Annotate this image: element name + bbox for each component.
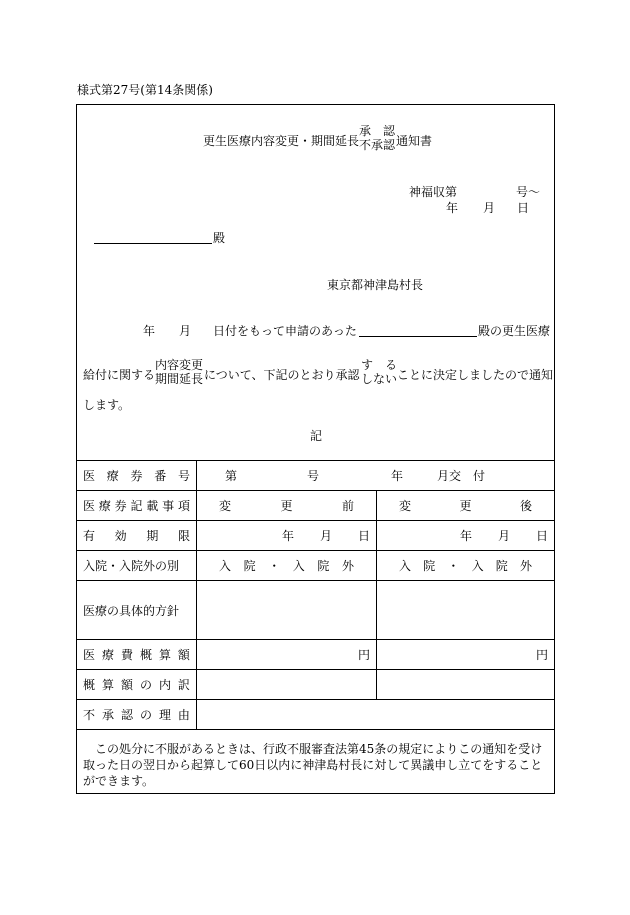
label-char: 医 xyxy=(83,499,96,513)
label-char: 承 xyxy=(101,708,114,722)
ticket-dai: 第 xyxy=(225,469,238,483)
form-title-suffix: 通知書 xyxy=(396,134,433,148)
body-line2-start: 給付に関する xyxy=(83,368,156,382)
label-char: 由 xyxy=(177,708,190,722)
label-char: 券 xyxy=(130,469,143,483)
label-char: 費 xyxy=(120,648,133,662)
appeal-notice: この処分に不服があるときは、行政不服審査法第45条の規定によりこの通知を受け取った日の翌日から起算して60日以内に神津島村長に対して異議申し立てをすることができます。 xyxy=(83,742,543,788)
label-char: 理 xyxy=(158,708,171,722)
doc-number-prefix: 神福収第 xyxy=(409,185,458,199)
label-char: 不 xyxy=(83,708,96,722)
inpatient-after-cell xyxy=(377,551,555,581)
row-label-estimated-cost xyxy=(77,640,197,670)
label-char: 院 xyxy=(243,559,256,573)
recipient-name-line xyxy=(94,243,212,244)
notification-form xyxy=(76,104,555,794)
ticket-kofu: 月交 付 xyxy=(437,469,486,483)
before-change-header xyxy=(197,491,377,521)
body-text-1: 日付をもって申請のあった xyxy=(213,324,357,338)
label-char: 年 xyxy=(459,529,472,543)
label-char: 院 xyxy=(495,559,508,573)
row-label-disapproval-reason xyxy=(77,700,197,730)
label-char: 医 xyxy=(83,648,96,662)
inpatient-before-cell xyxy=(197,551,377,581)
label-char: 療 xyxy=(106,469,119,483)
issuer-name: 東京都神津島村長 xyxy=(327,278,424,292)
row-label-ticket-number xyxy=(77,461,197,491)
label-char: 算 xyxy=(158,648,171,662)
breakdown-before-cell xyxy=(197,670,377,700)
decision-choice xyxy=(361,358,397,386)
label-char: 前 xyxy=(341,499,354,513)
ticket-number-cell xyxy=(197,461,555,491)
body-month: 月 xyxy=(179,324,192,338)
label-char: 後 xyxy=(519,499,532,513)
cost-before-cell: 円 xyxy=(197,640,377,670)
validity-after-cell xyxy=(377,521,555,551)
label-char: 算 xyxy=(101,678,114,692)
label-char: 日 xyxy=(535,529,548,543)
label-char: 外 xyxy=(341,559,354,573)
label-char: 額 xyxy=(120,678,133,692)
label-char: 号 xyxy=(177,469,190,483)
label-char: 年 xyxy=(281,529,294,543)
body-line2-end: ことに決定しましたので通知 xyxy=(397,368,554,382)
label-char: 内 xyxy=(158,678,171,692)
label-char: 額 xyxy=(177,648,190,662)
table-row xyxy=(77,491,554,521)
details-table xyxy=(77,460,554,730)
body-line2-mid: について、下記のとおり承認 xyxy=(204,368,360,382)
policy-after-cell xyxy=(377,581,555,640)
ki-label: 記 xyxy=(310,429,323,443)
approval-option: 承 認 xyxy=(359,124,396,138)
period-extension-option: 期間延長 xyxy=(155,372,204,386)
body-text-2: 殿の更生医療 xyxy=(478,324,551,338)
content-change-option: 内容変更 xyxy=(155,358,204,372)
row-label-inpatient-type: 入院・入院外の別 xyxy=(77,551,197,581)
label-char: 認 xyxy=(120,708,133,722)
decision-option-yes: す る xyxy=(361,358,398,372)
decision-option-no: しない xyxy=(361,372,398,386)
label-char: 番 xyxy=(154,469,167,483)
label-char: 外 xyxy=(519,559,532,573)
label-char: 月 xyxy=(497,529,510,543)
label-char: 記 xyxy=(130,499,143,513)
body-line3: します。 xyxy=(83,398,131,412)
label-char: 項 xyxy=(177,499,190,513)
label-char: の xyxy=(139,708,152,722)
table-row xyxy=(77,700,554,730)
date-year: 年 xyxy=(446,201,459,215)
label-char: 訳 xyxy=(177,678,190,692)
disapproval-reason-cell xyxy=(197,700,555,730)
label-char: 変 xyxy=(219,499,232,513)
label-char: 月 xyxy=(319,529,332,543)
label-char: 医 xyxy=(83,469,96,483)
policy-before-cell xyxy=(197,581,377,640)
label-char: 券 xyxy=(114,499,127,513)
row-label-treatment-policy: 医療の具体的方針 xyxy=(77,581,197,640)
cost-after-cell: 円 xyxy=(377,640,555,670)
label-char: 入 xyxy=(399,559,412,573)
validity-before-cell xyxy=(197,521,377,551)
row-label-ticket-entries xyxy=(77,491,197,521)
label-char: 更 xyxy=(280,499,293,513)
applicant-name-line xyxy=(359,336,477,337)
label-char: 更 xyxy=(459,499,472,513)
form-number-label: 様式第27号(第14条関係) xyxy=(77,83,213,97)
label-char: 効 xyxy=(114,529,127,543)
label-char: 概 xyxy=(83,678,96,692)
table-row xyxy=(77,461,554,491)
label-char: 事 xyxy=(162,499,175,513)
recipient-suffix: 殿 xyxy=(213,231,226,245)
label-char: 有 xyxy=(83,529,96,543)
label-char: 日 xyxy=(357,529,370,543)
table-row xyxy=(77,551,554,581)
label-char: 院 xyxy=(423,559,436,573)
breakdown-after-cell xyxy=(377,670,555,700)
ticket-go: 号 xyxy=(307,469,320,483)
label-char: 入 xyxy=(219,559,232,573)
label-char: 期 xyxy=(146,529,159,543)
table-row xyxy=(77,670,554,700)
label-char: の xyxy=(139,678,152,692)
body-year: 年 xyxy=(143,324,156,338)
table-row xyxy=(77,640,554,670)
table-row xyxy=(77,581,554,640)
row-label-validity xyxy=(77,521,197,551)
form-title-prefix: 更生医療内容変更・期間延長 xyxy=(203,134,360,148)
disapproval-option: 不承認 xyxy=(359,138,396,152)
change-type-choice xyxy=(155,358,203,386)
label-char: ・ xyxy=(268,559,281,573)
label-char: 入 xyxy=(292,559,305,573)
label-char: 入 xyxy=(471,559,484,573)
label-char: 限 xyxy=(177,529,190,543)
date-day: 日 xyxy=(517,201,530,215)
label-char: 変 xyxy=(399,499,412,513)
after-change-header xyxy=(377,491,555,521)
label-char: ・ xyxy=(447,559,460,573)
row-label-cost-breakdown xyxy=(77,670,197,700)
label-char: 療 xyxy=(101,648,114,662)
label-char: 院 xyxy=(317,559,330,573)
approval-choice xyxy=(359,124,395,152)
table-row xyxy=(77,521,554,551)
label-char: 療 xyxy=(98,499,111,513)
label-char: 載 xyxy=(146,499,159,513)
date-month: 月 xyxy=(483,201,496,215)
ticket-nen: 年 xyxy=(391,469,404,483)
label-char: 概 xyxy=(139,648,152,662)
doc-number-suffix: 号〜 xyxy=(516,185,541,199)
